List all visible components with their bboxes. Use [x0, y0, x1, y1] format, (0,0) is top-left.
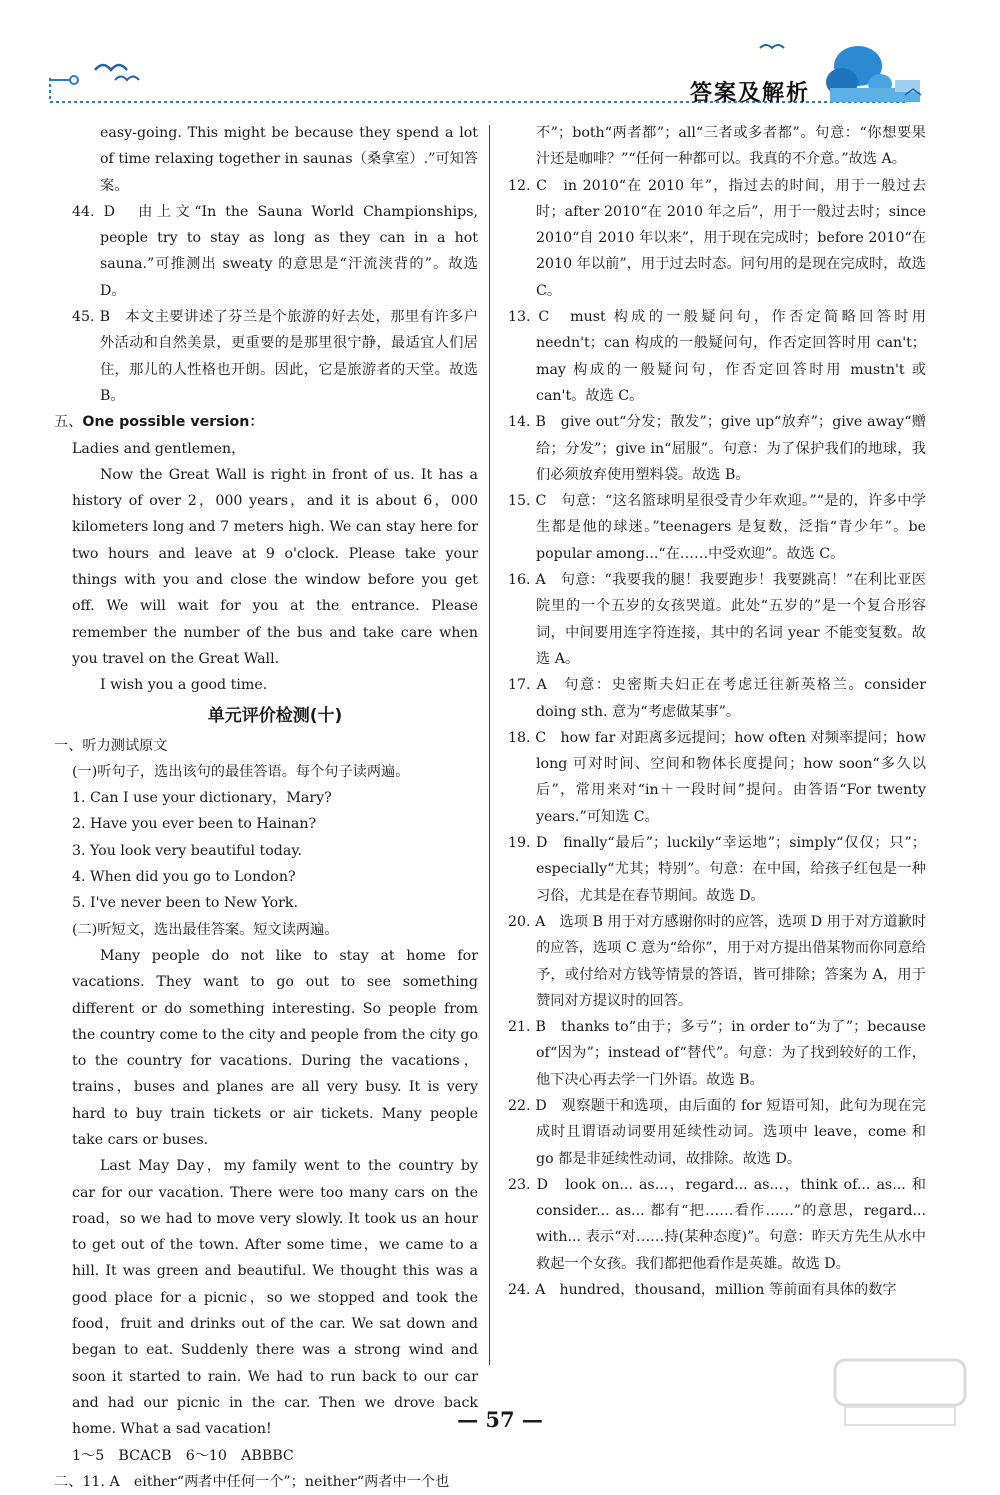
- answer-11: 二、11. A either“两者中任何一个”；neither“两者中一个也: [54, 1473, 450, 1490]
- essay-closing: I wish you a good time.: [100, 677, 268, 694]
- listening-sentence-5: 5. I've never been to New York.: [72, 895, 299, 912]
- header-banner-graphic: [0, 0, 1000, 115]
- essay-greeting: Ladies and gentlemen，: [72, 440, 246, 457]
- answer-45: 45. B 本文主要讲述了芬兰是个旅游的好去处，那里有许多户外活动和自然美景，更重要的是那里很宁静，最适宜人们居住，那儿的人性格也开朗。因此，它是旅游者的天堂。故选 B。: [72, 309, 478, 404]
- section-5-label: One possible version：: [82, 414, 264, 431]
- seagull-icon: [95, 65, 127, 70]
- column-divider: [489, 125, 490, 1365]
- essay-body: Now the Great Wall is right in front of us. It has a history of over 2，000 years，and it is about 6，000 kilometers long and 7 meters high. We can stay here for two hours and leave at 9 o'clock. Please take your things with you and close the window before you get off. We will wait for you at the entrance. Please remember the number of the bus and take care when you travel on the Great Wall.: [72, 466, 478, 667]
- listening-sentence-1: 1. Can I use your dictionary，Mary?: [72, 790, 332, 807]
- page-number: — 57 —: [457, 1407, 543, 1432]
- listening-part-1-instructions: (一)听句子，选出该句的最佳答语。每个句子读两遍。: [72, 763, 410, 780]
- answer-17: 17. A 句意：史密斯夫妇正在考虑迁往新英格兰。consider doing sth. 意为“考虑做某事”。: [508, 677, 926, 720]
- answer-12: 12. C in 2010“在 2010 年”，指过去的时间，用于一般过去时；after 2010“在 2010 年之后”，用于一般过去时；since 2010“自 2010 年以来”，用于现在完成时；before 2010“在 2010 年以前”，用于过去时态。问句用的是现在完成时，故选 C。: [508, 177, 926, 299]
- listening-passage-paragraph-2: Last May Day，my family went to the country by car for our vacation. There were too many cars on the road，so we had to move very slowly. It took us an hour to get out of the town. After some time，we came to a hill. It was green and beautiful. We thought this was a good place for a picnic，so we stopped and took the food，fruit and drinks out of the car. We sat down and began to eat. Suddenly there was a strong wind and soon it started to rain. We had to run back to our car and had our picnic in the car. Then we drove back home. What a sad vacation!: [72, 1158, 478, 1438]
- page-header: [0, 0, 1000, 115]
- answer-22: 22. D 观察题干和选项，由后面的 for 短语可知，此句为现在完成时且谓语动词要用延续性动词。选项中 leave，come 和 go 都是非延续性动词，故排除。故选 D。: [508, 1097, 926, 1167]
- answer-13: 13. C must 构成的一般疑问句，作否定简略回答时用 needn't；can 构成的一般疑问句，作否定回答时用 can't；may 构成的一般疑问句，作否定回答时用 mustn't 或 can't。故选 C。: [508, 309, 926, 404]
- answer-11-continuation: 不”；both“两者都”；all“三者或多者都”。句意：“你想要果汁还是咖啡？”“任何一种都可以。我真的不介意。”故选 A。: [536, 125, 926, 168]
- right-column: [508, 120, 926, 1303]
- section-5-number: 五、: [54, 414, 83, 431]
- answer-19: 19. D finally“最后”；luckily“幸运地”；simply“仅仅；只”；especially“尤其；特别”。句意：在中国，给孩子红包是一种习俗，尤其是在春节期间。故选 D。: [508, 835, 926, 904]
- answer-16: 16. A 句意：“我要我的腿！我要跑步！我要跳高！”在利比亚医院里的一个五岁的女孩哭道。此处“五岁的”是一个复合形容词，中间要用连字符连接，其中的名词 year 不能变复数。故选 A。: [508, 572, 926, 667]
- answer-23: 23. D look on... as...，regard... as...，think of... as... 和 consider... as... 都有“把……看作……”的意思，regard... with... 表示“对……持(某种态度)”。句意：昨天方先生从水中救起一个女孩。我们都把他看作是英雄。故选 D。: [508, 1176, 926, 1272]
- section-1-heading: 一、听力测试原文: [54, 737, 168, 754]
- answer-24: 24. A hundred，thousand，million 等前面有具体的数字: [508, 1282, 897, 1299]
- answer-20: 20. A 选项 B 用于对方感谢你时的应答，选项 D 用于对方道歉时的应答，选项 C 意为“给你”，用于对方提出借某物而你同意给予，或付给对方钱等情景的答语，皆可排除；答案为 A，用于赞同对方提议时的回答。: [508, 913, 926, 1009]
- header-title: 答案及解析: [689, 81, 810, 106]
- listening-answers: 1～5 BCACB 6～10 ABBBC: [72, 1447, 294, 1464]
- answer-43-continuation: easy-going. This might be because they spend a lot of time relaxing together in saunas（桑拿室）.”可知答案。: [100, 125, 478, 194]
- answer-15: 15. C 句意：“这名篮球明星很受青少年欢迎。”“是的，许多中学生都是他的球迷。”teenagers 是复数，泛指“青少年”。be popular among...“在……中受欢迎”。故选 C。: [508, 493, 926, 562]
- left-column: [54, 120, 478, 1495]
- listening-sentence-3: 3. You look very beautiful today.: [72, 842, 302, 859]
- listening-passage-paragraph-1: Many people do not like to stay at home for vacations. They want to go out to see something different or do something interesting. So people from the country come to the city and people from the city go to the country for vacations. During the vacations，trains，buses and planes are all very busy. It is very hard to buy train tickets or air tickets. Many people take cars or buses.: [72, 947, 478, 1148]
- section-5-heading: [54, 409, 478, 435]
- unit-test-title: 单元评价检测(十): [207, 705, 343, 726]
- answer-44: 44. D 由上文“In the Sauna World Championships, people try to stay as long as they can in a hot sauna.”可推测出 sweaty 的意思是“汗流浃背的”。故选 D。: [72, 203, 478, 299]
- answer-14: 14. B give out“分发；散发”；give up“放弃”；give away“赠给；分发”；give in“屈服”。句意：为了保护我们的地球，我们必须放弃使用塑料袋。故选 B。: [508, 414, 926, 483]
- listening-sentence-4: 4. When did you go to London?: [72, 869, 296, 886]
- listening-part-2-instructions: (二)听短文，选出最佳答案。短文读两遍。: [72, 921, 339, 938]
- answer-18: 18. C how far 对距离多远提问；how often 对频率提问；how long 可对时间、空间和物体长度提问；how soon“多久以后”，常用来对“in＋一段时间”提问。由答语“For twenty years.”可知选 C。: [508, 729, 926, 825]
- listening-sentence-2: 2. Have you ever been to Hainan?: [72, 816, 317, 833]
- answer-21: 21. B thanks to“由于；多亏”；in order to“为了”；because of“因为”；instead of“替代”。句意：为了找到较好的工作，他下决心再去学一门外语。故选 B。: [508, 1019, 926, 1088]
